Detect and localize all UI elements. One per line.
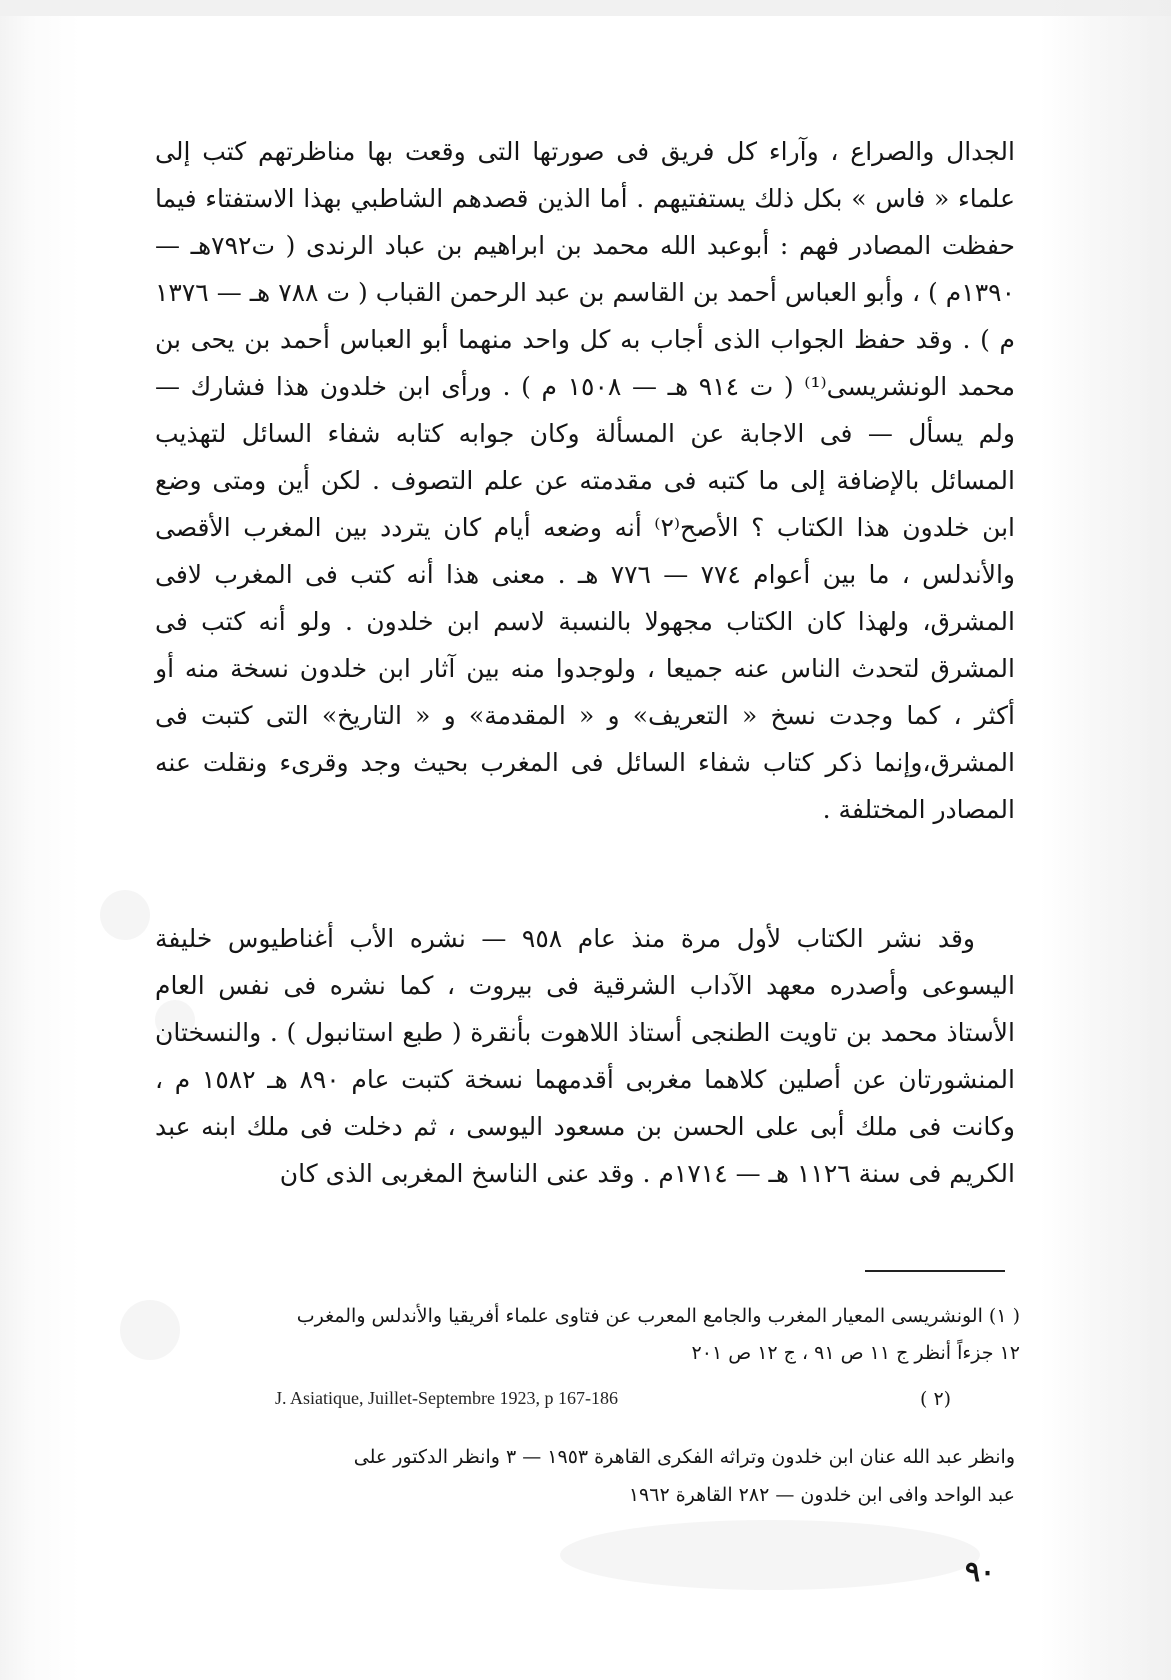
footnote-1-line-1: ( ١) الونشريسى المعيار المغرب والجامع المعرب عن فتاوى علماء أفريقيا والأندلس والمغرب [296,1305,1020,1327]
scan-smudge [100,890,150,940]
footnote-1 [150,1298,1020,1372]
scan-smudge [560,1520,980,1590]
footnote-2-number: ( ٢) [920,1388,952,1410]
footnote-2-line-2: وانظر عبد الله عنان ابن خلدون وتراثه الفكرى القاهرة ١٩٥٣ — ٣ وانظر الدكتور على [353,1446,1015,1468]
footnote-1-line-2: ١٢ جزءاً أنظر ج ١١ ص ٩١ ، ج ١٢ ص ٢٠١ [691,1342,1020,1364]
footnote-2-continued [150,1438,1015,1514]
scan-top-strip [0,0,1171,16]
page-number: ٩٠ [965,1555,996,1588]
body-paragraph-1: الجدال والصراع ، وآراء كل فريق فى صورتها التى وقعت بها مناظرتهم كتب إلى علماء « فاس » بكل ذلك يستفتيهم . أما الذين قصدهم الشاطبي بهذا الاستفتاء فيما حفظت المصادر فهم : أبوعبد الله محمد بن ابراهيم بن عباد الرندى ( ت٧٩٢هـ — ١٣٩٠م ) ، وأبو العباس أحمد بن القاسم بن عبد الرحمن القباب ( ت ٧٨٨ هـ — ١٣٧٦ م ) . وقد حفظ الجواب الذى أجاب به كل واحد منهما أبو العباس أحمد بن يحى بن محمد الونشريسى⁽¹⁾ ( ت ٩١٤ هـ — ١٥٠٨ م ) . ورأى ابن خلدون هذا فشارك — ولم يسأل — فى الاجابة عن المسألة وكان جوابه كتابه شفاء السائل لتهذيب المسائل بالإضافة إلى ما كتبه فى مقدمته عن علم التصوف . لكن أين ومتى وضع ابن خلدون هذا الكتاب ؟ الأصح⁽٢⁾ أنه وضعه أيام كان يتردد بين المغرب الأقصى والأندلس ، ما بين أعوام ٧٧٤ — ٧٧٦ هـ . معنى هذا أنه كتب فى المغرب لافى المشرق، ولهذا كان الكتاب مجهولا بالنسبة لاسم ابن خلدون . ولو أنه كتب فى المشرق لتحدث الناس عنه جميعا ، ولوجدوا منه بين آثار ابن خلدون نسخة منه أو أكثر ، كما وجدت نسخ « التعريف» و « المقدمة» و « التاريخ» التى كتبت فى المشرق،وإنما ذكر كتاب شفاء السائل فى المغرب بحيث وجد وقرىء ونقلت عنه المصادر المختلفة . [155,137,1015,824]
body-paragraph-2: وقد نشر الكتاب لأول مرة منذ عام ٩٥٨ — نشره الأب أغناطيوس خليفة اليسوعى وأصدره معهد الآداب الشرقية فى بيروت ، كما نشره فى نفس العام الأستاذ محمد بن تاويت الطنجى أستاذ اللاهوت بأنقرة ( طبع استانبول ) . والنسختان المنشورتان عن أصلين كلاهما مغربى أقدمهما نسخة كتبت عام ٨٩٠ هـ ١٥٨٢ م ، وكانت فى ملك أبى على الحسن بن مسعود اليوسى ، ثم دخلت فى ملك ابنه عبد الكريم فى سنة ١١٢٦ هـ — ١٧١٤م . وقد عنى الناسخ المغربى الذى كان [155,924,1015,1188]
footnote-2-line-3: عبد الواحد وافى ابن خلدون — ٢٨٢ القاهرة ١٩٦٢ [628,1484,1015,1506]
footnote-separator [865,1270,1005,1272]
scan-edge-shadow [1041,0,1171,1680]
footnote-2-reference: J. Asiatique, Juillet-Septembre 1923, p 167-186 [275,1388,618,1408]
